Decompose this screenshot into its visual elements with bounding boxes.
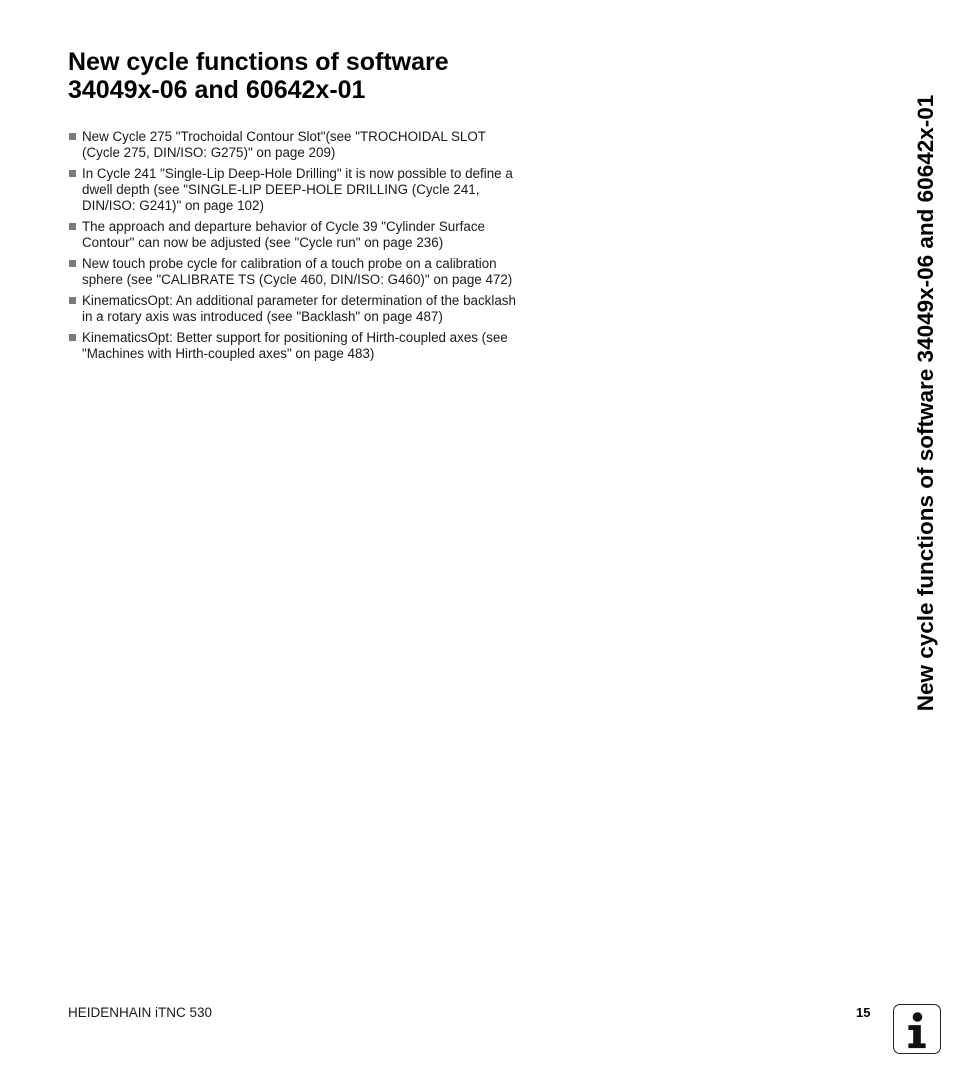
list-item — [68, 166, 518, 214]
feature-list — [68, 129, 518, 367]
list-item — [68, 330, 518, 362]
list-item — [68, 256, 518, 288]
list-item — [68, 293, 518, 325]
page-number: 15 — [856, 1005, 871, 1020]
list-item-text: KinematicsOpt: An additional parameter for determination of the backlash in a rotary axis was introduced (see "Backlash" on page 487) — [82, 293, 516, 324]
list-item — [68, 129, 518, 161]
info-badge — [893, 1004, 941, 1054]
page-title-line-1: New cycle functions of software — [68, 48, 449, 76]
square-bullet-icon — [69, 170, 76, 177]
page-title-line-2: 34049x-06 and 60642x-01 — [68, 76, 366, 104]
square-bullet-icon — [69, 334, 76, 341]
info-icon — [894, 1005, 940, 1053]
list-item-text: KinematicsOpt: Better support for positioning of Hirth-coupled axes (see "Machines with Hirth-coupled axes" on page 483) — [82, 330, 508, 361]
page-title — [68, 48, 528, 104]
square-bullet-icon — [69, 133, 76, 140]
square-bullet-icon — [69, 223, 76, 230]
list-item-text: The approach and departure behavior of Cycle 39 "Cylinder Surface Contour" can now be adjusted (see "Cycle run" on page 236) — [82, 219, 485, 250]
list-item-text: New touch probe cycle for calibration of a touch probe on a calibration sphere (see "CALIBRATE TS (Cycle 460, DIN/ISO: G460)" on page 472) — [82, 256, 513, 287]
list-item-text: In Cycle 241 "Single-Lip Deep-Hole Drilling" it is now possible to define a dwell depth (see "SINGLE-LIP DEEP-HOLE DRILLING (Cycle 241, DIN/ISO: G241)" on page 102) — [82, 166, 513, 213]
square-bullet-icon — [69, 260, 76, 267]
list-item — [68, 219, 518, 251]
list-item-text: New Cycle 275 "Trochoidal Contour Slot"(see "TROCHOIDAL SLOT (Cycle 275, DIN/ISO: G275)" on page 209) — [82, 129, 486, 160]
side-running-title: New cycle functions of software 34049x-06 and 60642x-01 — [913, 94, 938, 712]
square-bullet-icon — [69, 297, 76, 304]
footer-brand: HEIDENHAIN iTNC 530 — [68, 1005, 213, 1020]
